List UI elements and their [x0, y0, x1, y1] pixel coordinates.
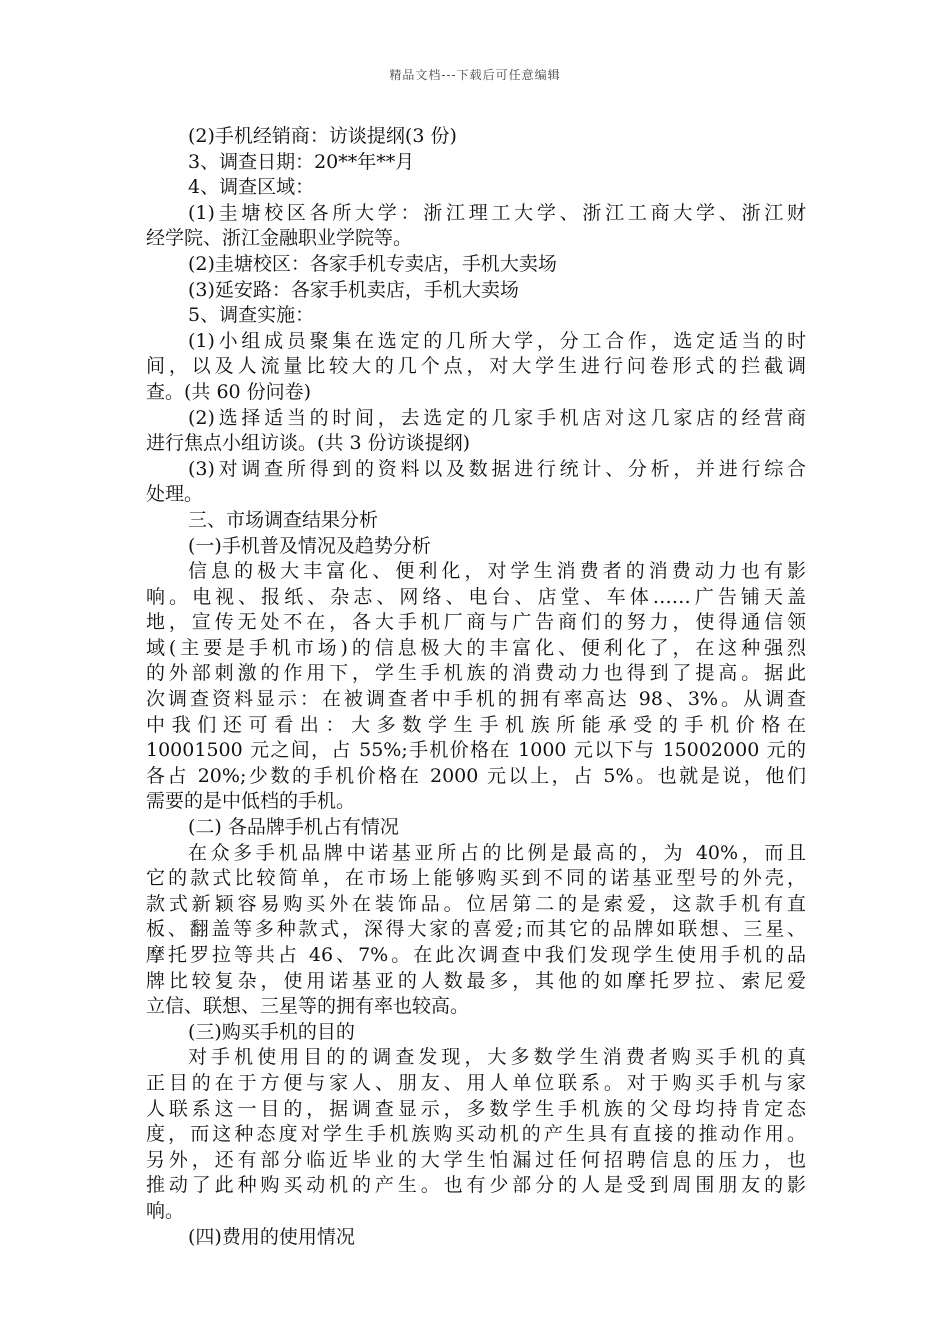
text-line: (3)延安路：各家手机卖店，手机大卖场 — [188, 278, 519, 301]
text-line: 域(主要是手机市场)的信息极大的丰富化、便利化了，在这种强烈 — [146, 636, 806, 659]
text-line: (1)小组成员聚集在选定的几所大学，分工合作，选定适当的时 — [188, 329, 806, 352]
text-line: 间，以及人流量比较大的几个点，对大学生进行问卷形式的拦截调 — [146, 355, 806, 378]
text-line: 5、调查实施： — [188, 304, 315, 327]
text-line: 4、调查区域： — [188, 176, 315, 199]
text-line: 三、市场调查结果分析 — [188, 508, 379, 531]
text-line: 在众多手机品牌中诺基亚所占的比例是最高的，为 40%，而且 — [188, 841, 806, 864]
text-line: 响。 — [146, 1199, 185, 1222]
text-line: 款式新颖容易购买外在装饰品。位居第二的是索爱，这款手机有直 — [146, 892, 806, 915]
text-line: 响。电视、报纸、杂志、网络、电台、店堂、车体……广告铺天盖 — [146, 585, 806, 608]
text-line: (三)购买手机的目的 — [188, 1020, 355, 1043]
document-body — [146, 124, 806, 1250]
text-line: 进行焦点小组访谈。(共 3 份访谈提纲) — [146, 432, 470, 455]
text-line: 人联系这一目的，据调查显示，多数学生手机族的父母均持肯定态 — [146, 1097, 806, 1120]
page-header: 精品文档---下载后可任意编辑 — [389, 68, 561, 82]
text-line: 需要的是中低档的手机。 — [146, 790, 356, 813]
text-line: (1)圭塘校区各所大学：浙江理工大学、浙江工商大学、浙江财 — [188, 201, 806, 224]
text-line: 板、翻盖等多种款式，深得大家的喜爱;而其它的品牌如联想、三星、 — [146, 918, 806, 941]
text-line: 摩托罗拉等共占 46、7%。在此次调查中我们发现学生使用手机的品 — [146, 944, 806, 966]
text-line: 正目的在于方便与家人、朋友、用人单位联系。对于购买手机与家 — [146, 1071, 806, 1094]
text-line: 地，宣传无处不在，各大手机厂商与广告商们的努力，使得通信领 — [146, 611, 806, 634]
text-line: 10001500 元之间，占 55%;手机价格在 1000 元以下与 15002000 元的 — [146, 739, 806, 762]
text-line: 经学院、浙江金融职业学院等。 — [146, 227, 413, 250]
text-line: 度，而这种态度对学生手机族购买动机的产生具有直接的推动作用。 — [146, 1123, 806, 1146]
text-line: 3、调查日期：20**年**月 — [188, 150, 415, 173]
text-line: (四)费用的使用情况 — [188, 1225, 355, 1248]
text-line: 次调查资料显示：在被调查者中手机的拥有率高达 98、3%。从调查 — [146, 688, 806, 711]
text-line: 立信、联想、三星等的拥有率也较高。 — [146, 995, 470, 1018]
text-line: 推动了此种购买动机的产生。也有少部分的人是受到周围朋友的影 — [146, 1174, 806, 1197]
text-line: (2)手机经销商：访谈提纲(3 份) — [188, 125, 457, 147]
text-line: 对手机使用目的的调查发现，大多数学生消费者购买手机的真 — [188, 1046, 806, 1069]
text-line: 查。(共 60 份问卷) — [146, 380, 312, 403]
text-line: (二) 各品牌手机占有情况 — [188, 816, 399, 839]
text-line: (一)手机普及情况及趋势分析 — [188, 534, 431, 557]
text-line: (3)对调查所得到的资料以及数据进行统计、分析，并进行综合 — [188, 457, 806, 480]
text-line: 中我们还可看出：大多数学生手机族所能承受的手机价格在 — [146, 713, 806, 736]
text-line: 信息的极大丰富化、便利化，对学生消费者的消费动力也有影 — [188, 560, 806, 583]
text-line: 另外，还有部分临近毕业的大学生怕漏过任何招聘信息的压力，也 — [146, 1148, 806, 1171]
text-line: 牌比较复杂，使用诺基亚的人数最多，其他的如摩托罗拉、索尼爱 — [146, 969, 806, 992]
text-line: (2)圭塘校区：各家手机专卖店，手机大卖场 — [188, 252, 557, 275]
text-line: (2)选择适当的时间，去选定的几家手机店对这几家店的经营商 — [188, 406, 806, 429]
text-line: 的外部刺激的作用下，学生手机族的消费动力也得到了提高。据此 — [146, 662, 806, 685]
text-line: 各占 20%;少数的手机价格在 2000 元以上，占 5%。也就是说，他们 — [146, 764, 806, 787]
text-line: 处理。 — [146, 483, 204, 506]
text-line: 它的款式比较简单，在市场上能够购买到不同的诺基亚型号的外壳， — [146, 867, 806, 890]
